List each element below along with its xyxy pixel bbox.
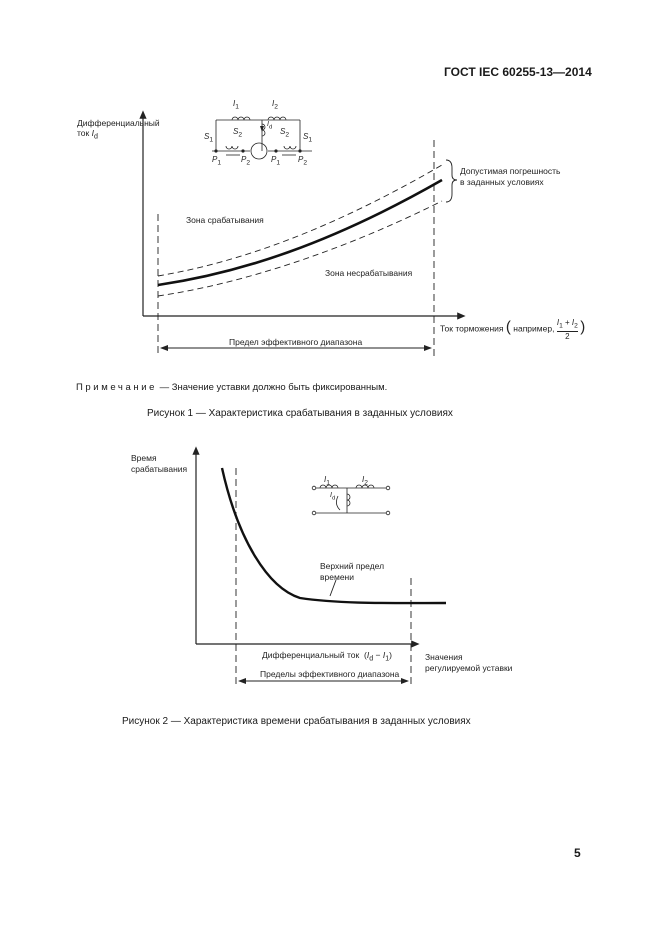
fig1-p2-left-label: $P_2$ <box>241 155 251 167</box>
fig2-y-axis-label: Время срабатывания <box>131 453 188 474</box>
fig1-s1-right-label: $S_1$ <box>303 132 313 144</box>
figure-2-caption: Рисунок 2 — Характеристика времени срабатывания в заданных условиях <box>122 716 471 727</box>
fig1-s2-left-label: $S_2$ <box>233 127 243 139</box>
fig1-p2-right-label: $P_2$ <box>298 155 308 167</box>
fig2-range-arrowhead-right <box>401 678 409 684</box>
fig1-current-i2-label: $I_2$ <box>272 99 278 111</box>
fig1-tolerance-brace <box>446 160 457 202</box>
fig2-current-i2-label: $I_2$ <box>362 475 368 487</box>
fig1-y-axis-label: Дифференциальный ток $I_d$ <box>77 118 160 141</box>
fig1-current-id-label: $I_d$ <box>267 121 273 131</box>
fig2-current-id-label: $I_d$ <box>330 492 336 502</box>
figure-1-caption: Рисунок 1 — Характеристика срабатывания в заданных условиях <box>147 408 453 419</box>
fig1-range-label: Предел эффективного диапазона <box>229 337 363 347</box>
fig1-x-axis-label: Ток торможения ( например, $\frac{I_1 + I_2}{2}$ ) <box>440 318 586 341</box>
fig2-x-axis-right-label: Значения регулируемой уставки <box>425 652 513 673</box>
fig1-s1-left-label: $S_1$ <box>204 132 214 144</box>
fig1-range-arrowhead-left <box>160 345 168 351</box>
fig1-circuit-schematic <box>212 117 312 159</box>
fig1-p1-right-label: $P_1$ <box>271 155 281 167</box>
fig1-current-i1-label: $I_1$ <box>233 99 239 111</box>
fig1-no-operate-zone-label: Зона несрабатывания <box>325 268 413 278</box>
fig1-range-arrowhead-right <box>424 345 432 351</box>
fig2-current-i1-label: $I_1$ <box>324 475 330 487</box>
document-number: ГОСТ IEC 60255-13—2014 <box>444 65 592 79</box>
fig1-s2-right-label: $S_2$ <box>280 127 290 139</box>
fig2-circuit-schematic <box>314 485 388 513</box>
fig1-tolerance-label: Допустимая погрешность в заданных условиях <box>460 166 561 187</box>
fig2-range-arrowhead-left <box>238 678 246 684</box>
fig2-upper-limit-label: Верхний предел времени <box>320 561 385 582</box>
page-number: 5 <box>574 846 581 860</box>
fig2-range-label: Пределы эффективного диапазона <box>260 669 400 679</box>
fig1-operate-zone-label: Зона срабатывания <box>186 215 264 225</box>
note: Примечание — Значение уставки должно быть фиксированным. <box>76 382 388 393</box>
fig1-p1-left-label: $P_1$ <box>212 155 222 167</box>
fig2-x-axis-label: Дифференциальный ток $(I_d - I_1)$ <box>262 650 392 663</box>
